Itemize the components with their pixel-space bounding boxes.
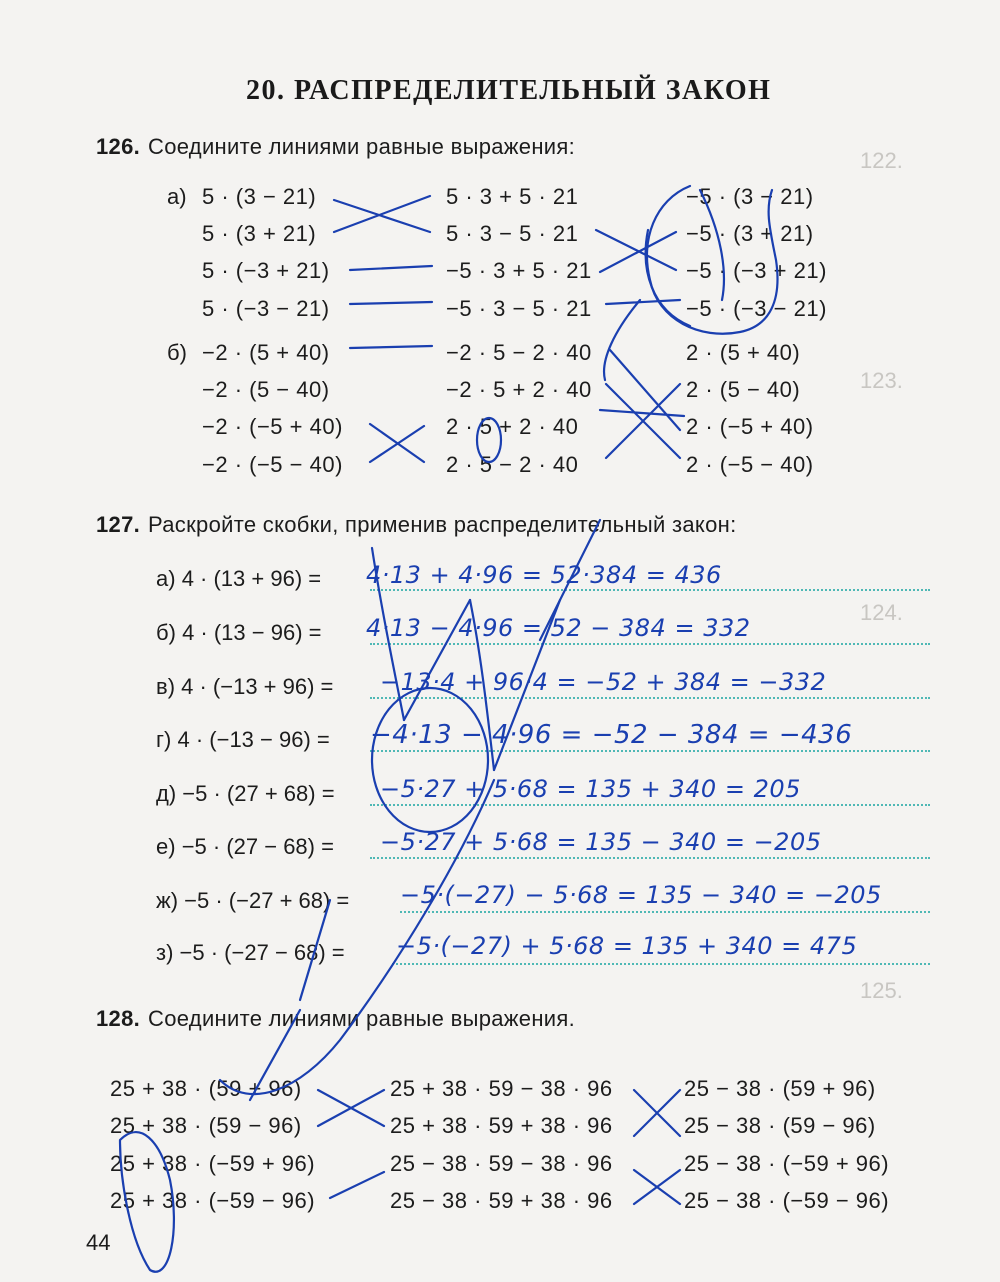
task-126-prompt: Соедините линиями равные выражения: <box>148 134 576 159</box>
ink-connector-line <box>318 1090 384 1126</box>
ink-scribble <box>604 300 640 380</box>
exercise-row <box>156 834 334 860</box>
expression: 5 · 3 + 5 · 21 <box>446 184 579 209</box>
ink-connector-line <box>610 350 680 430</box>
handwritten-answer: 4·13 + 4·96 = 52·384 = 436 <box>366 561 722 589</box>
exercise-row <box>156 620 321 646</box>
handwritten-answer: −5·(−27) − 5·68 = 135 − 340 = −205 <box>400 881 882 909</box>
task-126-heading <box>96 134 575 160</box>
task-126-label-a: а) <box>167 184 187 209</box>
exercise-label: з) <box>156 940 174 965</box>
ink-connector-line <box>634 1090 680 1136</box>
exercise-expression: −5 · (−27 + 68) = <box>184 888 350 913</box>
task-128-prompt: Соедините линиями равные выражения. <box>148 1006 576 1031</box>
ink-connector-line <box>634 1090 680 1136</box>
expression: 25 − 38 · (−59 + 96) <box>684 1151 890 1176</box>
ink-scribble <box>646 230 690 326</box>
expression: 5 · 3 − 5 · 21 <box>446 221 579 246</box>
expression: 25 − 38 · 59 − 38 · 96 <box>390 1151 613 1176</box>
exercise-row <box>156 781 335 807</box>
task-126-number: 126. <box>96 134 141 159</box>
expression: −2 · (−5 + 40) <box>202 414 343 439</box>
ink-connector-line <box>350 266 432 270</box>
expression: −5 · 3 − 5 · 21 <box>446 296 592 321</box>
ink-connector-line <box>600 232 676 272</box>
ink-connector-line <box>606 384 680 458</box>
ink-connector-line <box>600 410 684 416</box>
answer-line <box>370 589 930 591</box>
answer-line <box>370 697 930 699</box>
expression: 25 + 38 · (59 − 96) <box>110 1113 302 1138</box>
expression: −2 · (−5 − 40) <box>202 452 343 477</box>
expression: 5 · (−3 − 21) <box>202 296 330 321</box>
expression: 25 − 38 · (59 − 96) <box>684 1113 876 1138</box>
ink-circle <box>372 688 488 832</box>
exercise-expression: −5 · (−27 − 68) = <box>179 940 345 965</box>
answer-line <box>370 804 930 806</box>
ink-connector-line <box>370 426 424 462</box>
exercise-expression: 4 · (−13 + 96) = <box>181 674 334 699</box>
answer-line <box>370 750 930 752</box>
expression: −5 · (3 + 21) <box>686 221 814 246</box>
ink-connector-line <box>634 1170 680 1204</box>
expression: 2 · (−5 + 40) <box>686 414 814 439</box>
expression: −5 · (−3 + 21) <box>686 258 827 283</box>
exercise-expression: −5 · (27 + 68) = <box>182 781 335 806</box>
exercise-row <box>156 566 321 592</box>
exercise-label: в) <box>156 674 176 699</box>
exercise-expression: 4 · (−13 − 96) = <box>177 727 330 752</box>
answer-line <box>400 911 930 913</box>
ink-connector-line <box>606 300 680 304</box>
ink-connector-line <box>334 200 430 232</box>
task-128-number: 128. <box>96 1006 141 1031</box>
expression: 2 · (−5 − 40) <box>686 452 814 477</box>
ink-connector-line <box>350 346 432 348</box>
ink-connector-line <box>606 384 680 458</box>
exercise-label: а) <box>156 566 176 591</box>
exercise-row <box>156 674 333 700</box>
exercise-expression: −5 · (27 − 68) = <box>181 834 334 859</box>
answer-line <box>370 857 930 859</box>
ink-connector-line <box>330 1172 384 1198</box>
exercise-label: г) <box>156 727 172 752</box>
ink-connector-line <box>318 1090 384 1126</box>
exercise-expression: 4 · (13 + 96) = <box>181 566 322 591</box>
ink-connector-line <box>370 424 424 462</box>
expression: 5 · (3 − 21) <box>202 184 317 209</box>
expression: 2 · 5 + 2 · 40 <box>446 414 579 439</box>
expression: −5 · 3 + 5 · 21 <box>446 258 592 283</box>
expression: −2 · (5 + 40) <box>202 340 330 365</box>
exercise-label: ж) <box>156 888 179 913</box>
expression: 25 + 38 · 59 − 38 · 96 <box>390 1076 613 1101</box>
handwritten-answer: −5·(−27) + 5·68 = 135 + 340 = 475 <box>396 932 858 960</box>
exercise-row <box>156 727 330 753</box>
expression: −2 · 5 − 2 · 40 <box>446 340 592 365</box>
task-126-label-b: б) <box>167 340 187 365</box>
expression: 5 · (3 + 21) <box>202 221 317 246</box>
ink-connector-line <box>350 302 432 304</box>
ink-connector-line <box>334 196 430 232</box>
expression: 2 · 5 − 2 · 40 <box>446 452 579 477</box>
answer-line <box>392 963 930 965</box>
handwritten-answer: −5·27 + 5·68 = 135 − 340 = −205 <box>380 828 822 856</box>
expression: 5 · (−3 + 21) <box>202 258 330 283</box>
answer-line <box>370 643 930 645</box>
expression: 25 − 38 · 59 + 38 · 96 <box>390 1188 613 1213</box>
exercise-expression: 4 · (13 − 96) = <box>182 620 322 645</box>
exercise-row <box>156 888 349 914</box>
task-128-heading <box>96 1006 575 1032</box>
expression: 25 + 38 · 59 + 38 · 96 <box>390 1113 613 1138</box>
exercise-label: е) <box>156 834 176 859</box>
ink-connector-line <box>634 1170 680 1204</box>
handwritten-answer: 4·13 − 4·96 = 52 − 384 = 332 <box>366 614 751 642</box>
handwritten-answer: −5·27 + 5·68 = 135 + 340 = 205 <box>380 775 801 803</box>
handwritten-answer: −13·4 + 96·4 = −52 + 384 = −332 <box>380 668 827 696</box>
exercise-label: б) <box>156 620 176 645</box>
expression: 25 − 38 · (59 + 96) <box>684 1076 876 1101</box>
task-127-prompt: Раскройте скобки, применив распределительный закон: <box>148 512 737 537</box>
page-number: 44 <box>86 1230 111 1255</box>
exercise-label: д) <box>156 781 177 806</box>
expression: 25 − 38 · (−59 − 96) <box>684 1188 890 1213</box>
expression: 2 · (5 + 40) <box>686 340 801 365</box>
expression: −2 · 5 + 2 · 40 <box>446 377 592 402</box>
task-127-number: 127. <box>96 512 141 537</box>
section-title: 20. РАСПРЕДЕЛИТЕЛЬНЫЙ ЗАКОН <box>246 75 772 106</box>
handwritten-answer: −4·13 − 4·96 = −52 − 384 = −436 <box>370 720 853 750</box>
task-127-heading <box>96 512 736 538</box>
exercise-row <box>156 940 345 966</box>
ink-connector-line <box>596 230 676 270</box>
expression: 25 + 38 · (59 + 96) <box>110 1076 302 1101</box>
expression: −5 · (−3 − 21) <box>686 296 827 321</box>
expression: −2 · (5 − 40) <box>202 377 330 402</box>
expression: 25 + 38 · (−59 + 96) <box>110 1151 316 1176</box>
expression: 2 · (5 − 40) <box>686 377 801 402</box>
expression: 25 + 38 · (−59 − 96) <box>110 1188 316 1213</box>
expression: −5 · (3 − 21) <box>686 184 814 209</box>
